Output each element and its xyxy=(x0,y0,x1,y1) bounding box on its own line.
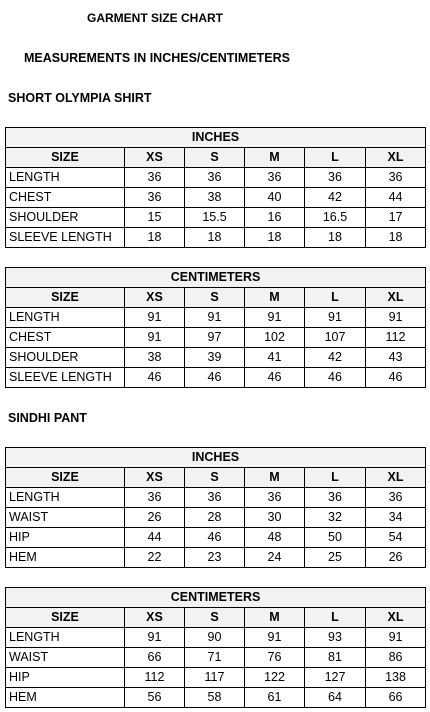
measurement-value: 36 xyxy=(245,488,305,508)
unit-label: CENTIMETERS xyxy=(6,268,426,288)
measurement-label: SLEEVE LENGTH xyxy=(6,228,125,248)
column-header: S xyxy=(185,148,245,168)
measurement-value: 26 xyxy=(125,508,185,528)
table-row xyxy=(6,228,426,248)
column-header: M xyxy=(245,148,305,168)
measurement-label: WAIST xyxy=(6,508,125,528)
measurement-value: 30 xyxy=(245,508,305,528)
measurement-value: 91 xyxy=(125,328,185,348)
column-header: XL xyxy=(366,148,426,168)
table-row xyxy=(6,168,426,188)
measurement-value: 43 xyxy=(366,348,426,368)
measurement-value: 38 xyxy=(185,188,245,208)
measurement-value: 23 xyxy=(185,548,245,568)
table-row xyxy=(6,528,426,548)
measurement-value: 91 xyxy=(366,308,426,328)
measurement-value: 36 xyxy=(245,168,305,188)
measurement-label: HIP xyxy=(6,668,125,688)
measurement-value: 91 xyxy=(125,308,185,328)
page-subtitle: MEASUREMENTS IN INCHES/CENTIMETERS xyxy=(24,51,290,65)
measurement-label: WAIST xyxy=(6,648,125,668)
column-header: S xyxy=(185,468,245,488)
measurement-value: 50 xyxy=(305,528,366,548)
measurement-value: 15 xyxy=(125,208,185,228)
measurement-value: 34 xyxy=(366,508,426,528)
measurement-value: 102 xyxy=(245,328,305,348)
measurement-value: 32 xyxy=(305,508,366,528)
measurement-value: 16.5 xyxy=(305,208,366,228)
measurement-value: 36 xyxy=(125,488,185,508)
column-header: L xyxy=(305,468,366,488)
table-row xyxy=(6,688,426,708)
measurement-value: 46 xyxy=(185,528,245,548)
column-header: M xyxy=(245,468,305,488)
measurement-value: 24 xyxy=(245,548,305,568)
table-row xyxy=(6,188,426,208)
measurement-value: 44 xyxy=(366,188,426,208)
column-header: XS xyxy=(125,148,185,168)
column-header: L xyxy=(305,608,366,628)
measurement-value: 18 xyxy=(125,228,185,248)
table-row xyxy=(6,648,426,668)
measurement-value: 122 xyxy=(245,668,305,688)
column-header: XL xyxy=(366,468,426,488)
measurement-value: 36 xyxy=(305,488,366,508)
measurement-value: 38 xyxy=(125,348,185,368)
measurement-value: 91 xyxy=(305,308,366,328)
table-row xyxy=(6,368,426,388)
measurement-value: 42 xyxy=(305,188,366,208)
measurement-value: 36 xyxy=(366,488,426,508)
column-header-row xyxy=(6,288,426,308)
column-header: XS xyxy=(125,468,185,488)
column-header: S xyxy=(185,288,245,308)
column-header: XL xyxy=(366,608,426,628)
table-row xyxy=(6,628,426,648)
measurement-value: 91 xyxy=(245,308,305,328)
measurement-value: 48 xyxy=(245,528,305,548)
measurement-value: 17 xyxy=(366,208,426,228)
measurement-value: 66 xyxy=(366,688,426,708)
table-row xyxy=(6,348,426,368)
column-header: L xyxy=(305,148,366,168)
column-header: XS xyxy=(125,288,185,308)
table-row xyxy=(6,488,426,508)
measurement-value: 46 xyxy=(366,368,426,388)
measurement-value: 81 xyxy=(305,648,366,668)
table-row xyxy=(6,668,426,688)
unit-label: INCHES xyxy=(6,448,426,468)
measurement-value: 112 xyxy=(366,328,426,348)
table-row xyxy=(6,208,426,228)
unit-header-row xyxy=(6,448,426,468)
measurement-value: 56 xyxy=(125,688,185,708)
measurement-label: CHEST xyxy=(6,328,125,348)
measurement-value: 54 xyxy=(366,528,426,548)
pant-centimeters-table xyxy=(5,587,426,708)
measurement-value: 41 xyxy=(245,348,305,368)
measurement-value: 66 xyxy=(125,648,185,668)
unit-label: INCHES xyxy=(6,128,426,148)
measurement-value: 46 xyxy=(305,368,366,388)
pant-inches-table xyxy=(5,447,426,568)
measurement-value: 91 xyxy=(125,628,185,648)
measurement-label: SHOULDER xyxy=(6,208,125,228)
measurement-value: 18 xyxy=(185,228,245,248)
measurement-label: SHOULDER xyxy=(6,348,125,368)
measurement-value: 36 xyxy=(185,488,245,508)
column-header: SIZE xyxy=(6,288,125,308)
column-header: L xyxy=(305,288,366,308)
measurement-value: 46 xyxy=(245,368,305,388)
measurement-label: CHEST xyxy=(6,188,125,208)
unit-header-row xyxy=(6,268,426,288)
measurement-value: 36 xyxy=(366,168,426,188)
measurement-value: 107 xyxy=(305,328,366,348)
measurement-value: 36 xyxy=(125,188,185,208)
column-header: M xyxy=(245,288,305,308)
column-header: M xyxy=(245,608,305,628)
column-header: S xyxy=(185,608,245,628)
measurement-value: 58 xyxy=(185,688,245,708)
section-title-shirt: SHORT OLYMPIA SHIRT xyxy=(8,91,152,105)
measurement-label: LENGTH xyxy=(6,628,125,648)
measurement-value: 64 xyxy=(305,688,366,708)
measurement-value: 112 xyxy=(125,668,185,688)
measurement-value: 91 xyxy=(366,628,426,648)
measurement-value: 138 xyxy=(366,668,426,688)
shirt-centimeters-table xyxy=(5,267,426,388)
measurement-value: 93 xyxy=(305,628,366,648)
measurement-value: 46 xyxy=(125,368,185,388)
measurement-label: HEM xyxy=(6,548,125,568)
table-row xyxy=(6,328,426,348)
measurement-value: 36 xyxy=(125,168,185,188)
table-row xyxy=(6,508,426,528)
column-header: SIZE xyxy=(6,148,125,168)
shirt-inches-table xyxy=(5,127,426,248)
measurement-value: 127 xyxy=(305,668,366,688)
table-row xyxy=(6,308,426,328)
unit-header-row xyxy=(6,588,426,608)
table-row xyxy=(6,548,426,568)
measurement-label: LENGTH xyxy=(6,308,125,328)
measurement-label: LENGTH xyxy=(6,488,125,508)
measurement-value: 61 xyxy=(245,688,305,708)
measurement-label: HEM xyxy=(6,688,125,708)
measurement-value: 91 xyxy=(245,628,305,648)
measurement-value: 39 xyxy=(185,348,245,368)
column-header-row xyxy=(6,608,426,628)
measurement-value: 26 xyxy=(366,548,426,568)
measurement-label: LENGTH xyxy=(6,168,125,188)
column-header-row xyxy=(6,148,426,168)
measurement-value: 86 xyxy=(366,648,426,668)
column-header: SIZE xyxy=(6,468,125,488)
measurement-value: 91 xyxy=(185,308,245,328)
measurement-value: 46 xyxy=(185,368,245,388)
measurement-value: 117 xyxy=(185,668,245,688)
measurement-label: HIP xyxy=(6,528,125,548)
measurement-value: 18 xyxy=(366,228,426,248)
measurement-value: 71 xyxy=(185,648,245,668)
measurement-value: 28 xyxy=(185,508,245,528)
unit-label: CENTIMETERS xyxy=(6,588,426,608)
measurement-value: 97 xyxy=(185,328,245,348)
measurement-value: 90 xyxy=(185,628,245,648)
column-header-row xyxy=(6,468,426,488)
section-title-pant: SINDHI PANT xyxy=(8,411,87,425)
measurement-value: 36 xyxy=(305,168,366,188)
measurement-value: 15.5 xyxy=(185,208,245,228)
column-header: SIZE xyxy=(6,608,125,628)
unit-header-row xyxy=(6,128,426,148)
measurement-label: SLEEVE LENGTH xyxy=(6,368,125,388)
measurement-value: 18 xyxy=(245,228,305,248)
measurement-value: 22 xyxy=(125,548,185,568)
measurement-value: 18 xyxy=(305,228,366,248)
column-header: XS xyxy=(125,608,185,628)
measurement-value: 16 xyxy=(245,208,305,228)
measurement-value: 25 xyxy=(305,548,366,568)
column-header: XL xyxy=(366,288,426,308)
measurement-value: 36 xyxy=(185,168,245,188)
measurement-value: 40 xyxy=(245,188,305,208)
page-title: GARMENT SIZE CHART xyxy=(87,11,223,25)
measurement-value: 44 xyxy=(125,528,185,548)
measurement-value: 42 xyxy=(305,348,366,368)
measurement-value: 76 xyxy=(245,648,305,668)
